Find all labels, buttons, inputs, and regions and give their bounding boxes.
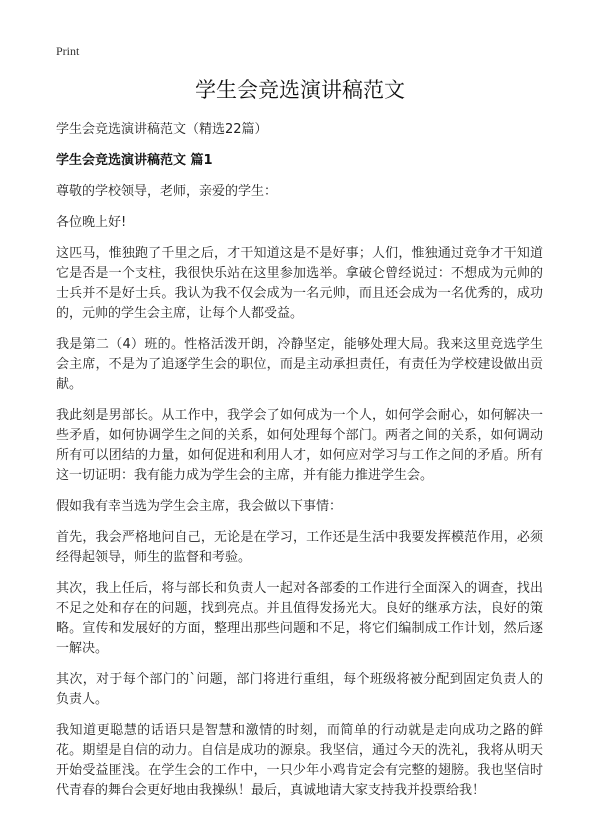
article-body: [56, 120, 543, 812]
paragraph: 我知道更聪慧的话语只是智慧和激情的时刻，而简单的行动就是走向成功之路的鲜花。期望是自信的动力。自信是成功的源泉。我坚信，通过今天的洗礼，我将从明天开始受益匪浅。在学生会的工作中，一只少年小鸡肯定会有完整的翅膀。我也坚信时代青春的舞台会更好地由我操纵！最后，真诚地请大家支持我并投票给我！: [56, 723, 543, 798]
print-link[interactable]: Print: [56, 44, 80, 58]
paragraph: 首先，我会严格地问自己，无论是在学习，工作还是生活中我要发挥模范作用，必须经得起领导，师生的监督和考验。: [56, 530, 543, 565]
section-heading: 学生会竞选演讲稿范文 篇1: [56, 153, 213, 168]
paragraph-greeting: 各位晚上好!: [56, 215, 127, 230]
paragraph: 假如我有幸当选为学生会主席，我会做以下事情：: [56, 499, 343, 514]
paragraph: 其次，我上任后，将与部长和负责人一起对各部委的工作进行全面深入的调查，找出不足之处和存在的问题，找到亮点。并且值得发扬光大。良好的继承方法，良好的策略。宣传和发展好的方面，整理出那些问题和不足，将它们编制成工作计划，然后逐一解决。: [56, 581, 543, 656]
paragraph: 我是第二（4）班的。性格活泼开朗，冷静坚定，能够处理大局。我来这里竞选学生会主席，不是为了追逐学生会的职位，而是主动承担责任，有责任为学校建设做出贡献。: [56, 337, 543, 392]
paragraph: 其次，对于每个部门的`问题，部门将进行重组，每个班级将被分配到固定负责人的负责人。: [56, 672, 543, 707]
article-subtitle: 学生会竞选演讲稿范文（精选22篇）: [56, 122, 268, 137]
paragraph: 我此刻是男部长。从工作中，我学会了如何成为一个人，如何学会耐心，如何解决一些矛盾，如何协调学生之间的关系，如何处理每个部门。两者之间的关系，如何调动所有可以团结的力量，如何促进和利用人才，如何应对学习与工作之间的矛盾。所有这一切证明：我有能力成为学生会的主席，并有能力推进学生会。: [56, 408, 543, 483]
paragraph: 这匹马，惟独跑了千里之后，才干知道这是不是好事；人们，惟独通过竞争才干知道它是否是一个支柱，我很快乐站在这里参加选举。拿破仑曾经说过：不想成为元帅的士兵并不是好士兵。我认为我不仅会成为一名元帅，而且还会成为一名优秀的，成功的，元帅的学生会主席，让每个人都受益。: [56, 246, 543, 321]
page-title: 学生会竞选演讲稿范文: [195, 78, 405, 102]
paragraph-salutation: 尊敬的学校领导，老师，亲爱的学生：: [56, 184, 278, 199]
